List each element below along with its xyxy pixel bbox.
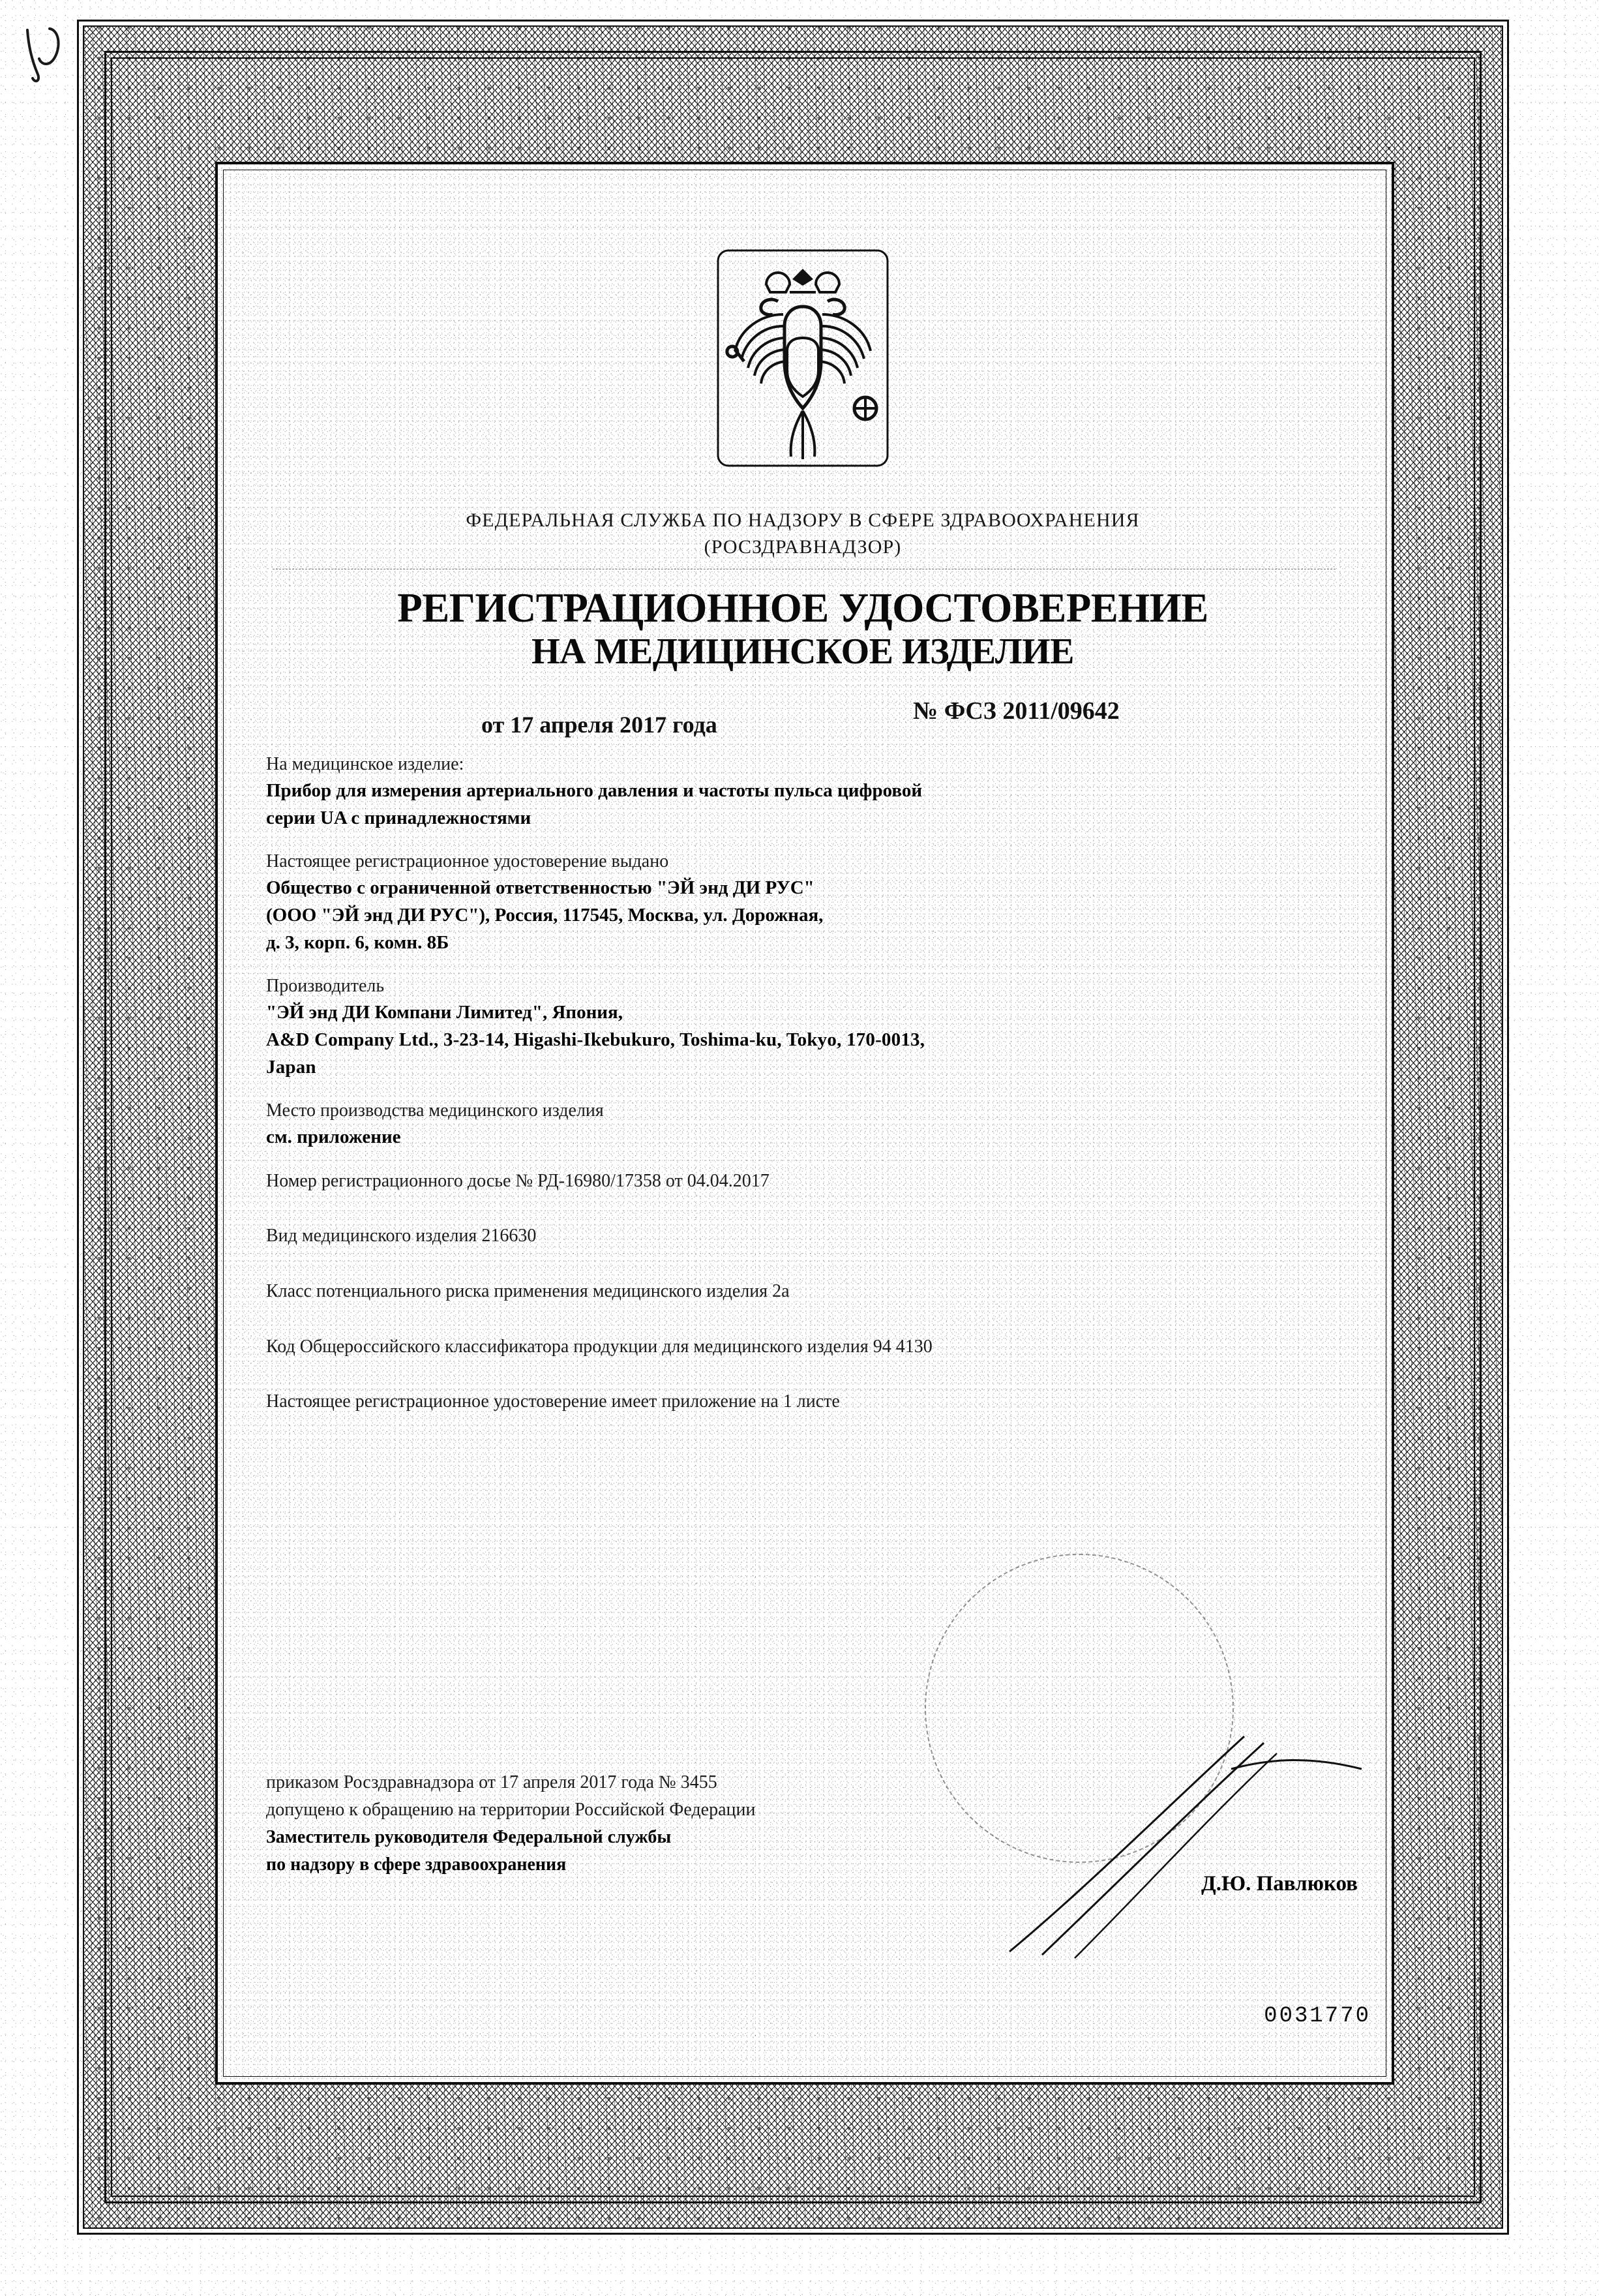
manufacturer-label: Производитель <box>266 976 385 997</box>
title-line-1: РЕГИСТРАЦИОННОЕ УДОСТОВЕРЕНИЕ <box>397 585 1208 631</box>
title-line-2: НА МЕДИЦИНСКОЕ ИЗДЕЛИЕ <box>531 631 1074 672</box>
manufacturer-block <box>266 973 1362 1081</box>
manufacturer-line-1: "ЭЙ энд ДИ Компани Лимитед", Япония, <box>266 1002 623 1023</box>
device-label: На медицинское изделие: <box>266 754 464 774</box>
agency-heading <box>235 507 1371 561</box>
signature-block <box>266 1769 1362 1896</box>
order-line: приказом Росздравнадзора от 17 апреля 2017 года № 3455 <box>266 1772 717 1792</box>
holder-line-2: (ООО "ЭЙ энд ДИ РУС"), Россия, 117545, Москва, ул. Дорожная, <box>266 904 824 926</box>
certificate-body <box>266 751 1362 1444</box>
manufacturer-line-3: Japan <box>266 1056 316 1078</box>
position-line-1: Заместитель руководителя Федеральной службы <box>266 1827 672 1847</box>
holder-block <box>266 849 1362 956</box>
signer-name: Д.Ю. Павлюков <box>1201 1872 1358 1896</box>
holder-label: Настоящее регистрационное удостоверение выдано <box>266 851 669 872</box>
risk-class-line: Класс потенциального риска применения медицинского изделия 2а <box>266 1280 790 1301</box>
device-block <box>266 751 1362 832</box>
device-kind-line: Вид медицинского изделия 216630 <box>266 1226 537 1246</box>
holder-line-1: Общество с ограниченной ответственностью "ЭЙ энд ДИ РУС" <box>266 877 814 898</box>
admission-line: допущено к обращению на территории Российской Федерации <box>266 1800 756 1820</box>
certificate-number <box>913 697 1120 725</box>
production-site-value: см. приложение <box>266 1126 401 1147</box>
holder-line-3: д. 3, корп. 6, комн. 8Б <box>266 931 449 953</box>
production-site-label: Место производства медицинского изделия <box>266 1100 604 1121</box>
position-line-2: по надзору в сфере здравоохранения <box>266 1854 567 1875</box>
number-label: № <box>913 697 938 725</box>
agency-line-2: (РОСЗДРАВНАДЗОР) <box>704 536 902 558</box>
device-name-line-2: серии UA с принадлежностями <box>266 807 531 828</box>
manufacturer-line-2: A&D Company Ltd., 3-23-14, Higashi-Ikebukuro, Toshima-ku, Tokyo, 170-0013, <box>266 1029 925 1050</box>
agency-line-1: ФЕДЕРАЛЬНАЯ СЛУЖБА ПО НАДЗОРУ В СФЕРЕ ЗДРАВООХРАНЕНИЯ <box>466 509 1140 531</box>
page-title <box>235 585 1371 672</box>
certificate-content <box>235 177 1371 2069</box>
production-site-block <box>266 1098 1362 1151</box>
serial-number: 0031770 <box>1264 2004 1371 2029</box>
device-name-line-1: Прибор для измерения артериального давления и частоты пульса цифровой <box>266 779 923 801</box>
coat-of-arms-icon <box>698 247 907 479</box>
appendix-line: Настоящее регистрационное удостоверение имеет приложение на 1 листе <box>266 1391 840 1412</box>
issue-date: от 17 апреля 2017 года <box>481 712 717 738</box>
dossier-line: Номер регистрационного досье № РД-16980/17358 от 04.04.2017 <box>266 1170 770 1191</box>
okp-code-line: Код Общероссийского классификатора продукции для медицинского изделия 94 4130 <box>266 1336 933 1357</box>
number-value: ФСЗ 2011/09642 <box>944 697 1120 725</box>
